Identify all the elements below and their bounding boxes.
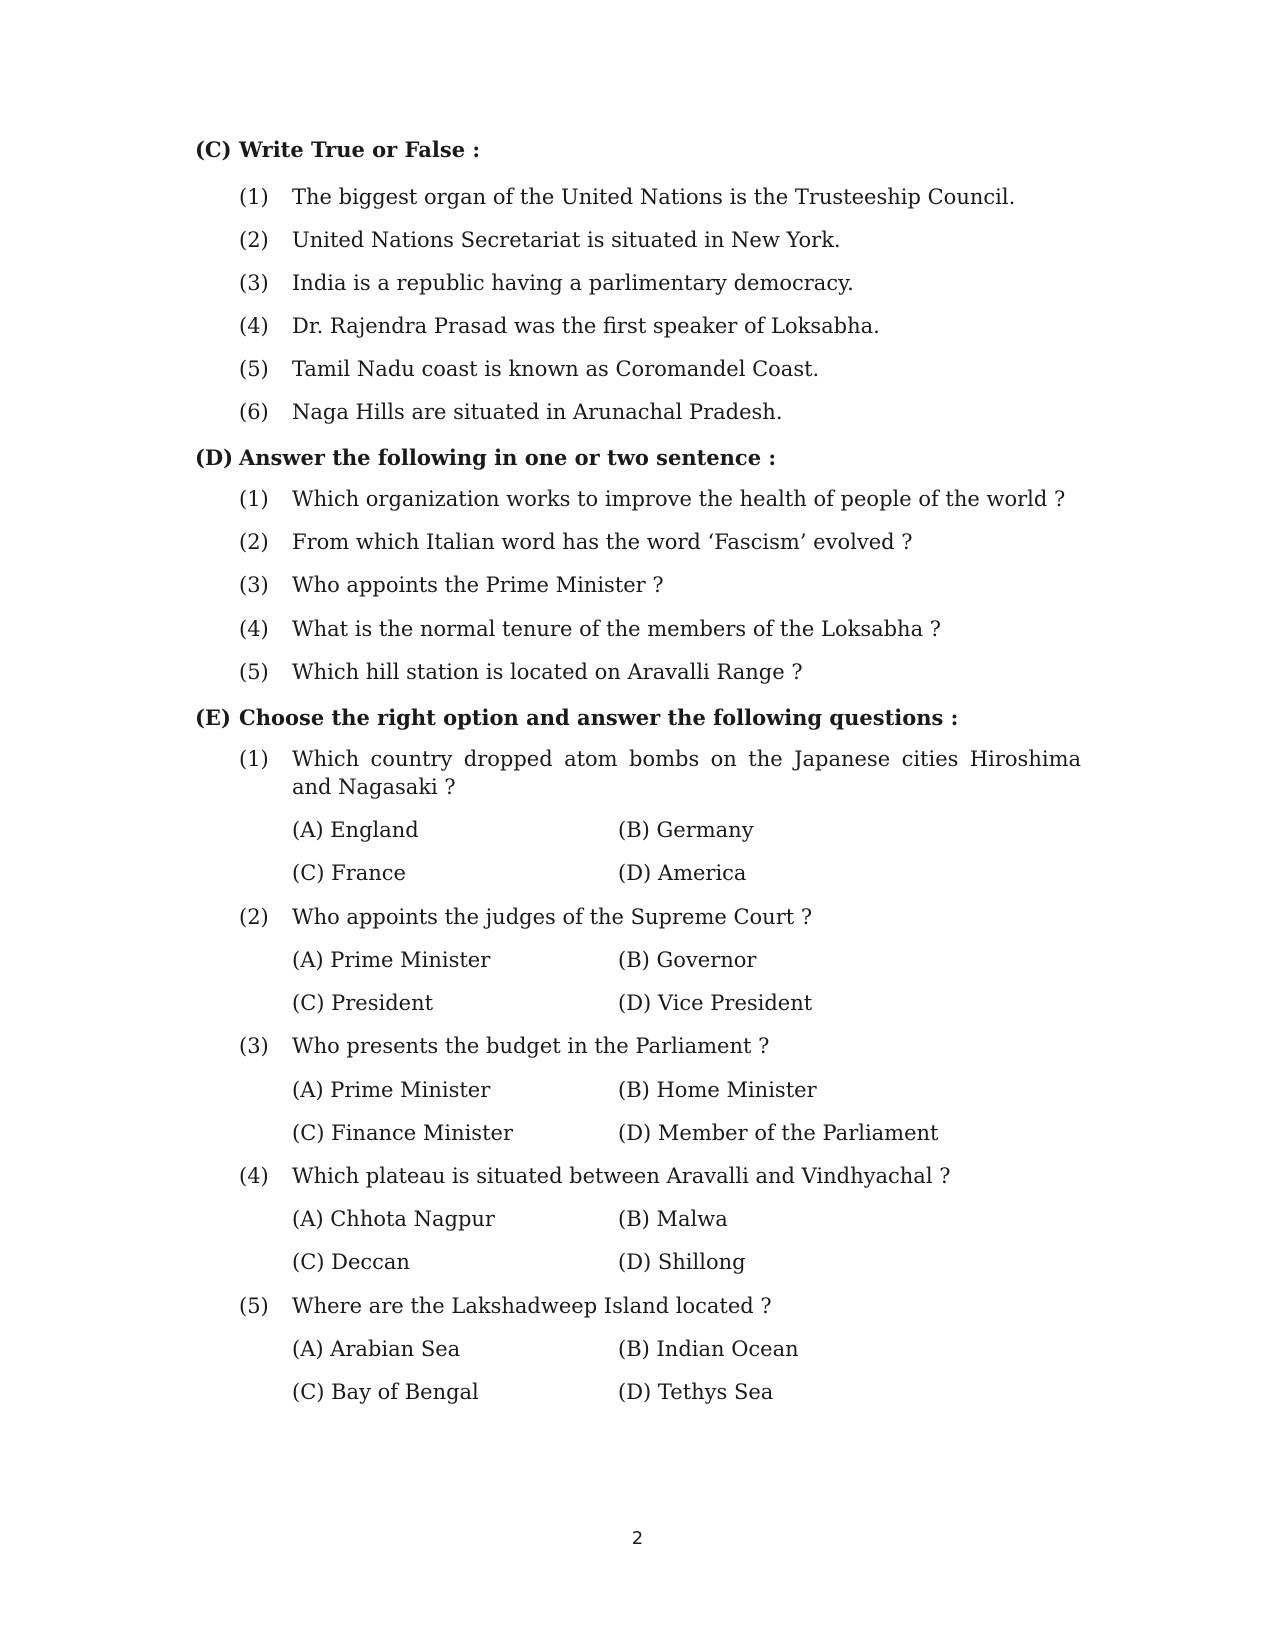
section-e-label: (E) — [195, 705, 231, 730]
section-c-heading — [195, 138, 480, 162]
option-d: (D) Member of the Parliament — [618, 1121, 939, 1145]
question-number: (5) — [239, 1294, 269, 1318]
question-text: Where are the Lakshadweep Island located ? — [292, 1294, 772, 1318]
question-number: (4) — [239, 1164, 269, 1188]
option-a: (A) Arabian Sea — [292, 1337, 461, 1361]
section-e-heading — [195, 706, 958, 730]
list-item — [239, 398, 783, 426]
item-text: From which Italian word has the word ‘Fascism’ evolved ? — [292, 530, 913, 554]
question-text: Who presents the budget in the Parliament ? — [292, 1034, 770, 1058]
option-b: (B) Indian Ocean — [618, 1337, 799, 1361]
question-number: (3) — [239, 1034, 269, 1058]
item-text: Naga Hills are situated in Arunachal Pradesh. — [292, 400, 783, 424]
option-c: (C) President — [292, 991, 434, 1015]
item-text: Who appoints the Prime Minister ? — [292, 573, 664, 597]
section-e-title: Choose the right option and answer the following questions : — [239, 705, 959, 730]
item-number: (2) — [239, 228, 269, 252]
section-d-title: Answer the following in one or two sentence : — [239, 445, 777, 470]
option-b: (B) Home Minister — [618, 1078, 817, 1102]
item-number: (2) — [239, 530, 269, 554]
option-a: (A) Chhota Nagpur — [292, 1207, 495, 1231]
option-b: (B) Germany — [618, 818, 754, 842]
option-c: (C) Bay of Bengal — [292, 1380, 479, 1404]
list-item — [239, 312, 880, 340]
item-number: (5) — [239, 660, 269, 684]
section-c-label: (C) — [195, 137, 232, 162]
option-c: (C) Deccan — [292, 1250, 410, 1274]
item-number: (1) — [239, 487, 269, 511]
list-item — [239, 571, 664, 599]
option-a: (A) England — [292, 818, 419, 842]
page-number: 2 — [631, 1528, 644, 1549]
item-text: Tamil Nadu coast is known as Coromandel Coast. — [292, 357, 820, 381]
item-text: Which organization works to improve the health of people of the world ? — [292, 487, 1066, 511]
question-number: (1) — [239, 747, 269, 771]
list-item — [239, 528, 913, 556]
question-text: Which country dropped atom bombs on the Japanese cities Hiroshima and Nagasaki ? — [292, 747, 1081, 799]
option-b: (B) Malwa — [618, 1207, 728, 1231]
item-text: United Nations Secretariat is situated in New York. — [292, 228, 841, 252]
list-item — [239, 269, 854, 297]
option-b: (B) Governor — [618, 948, 757, 972]
item-text: What is the normal tenure of the members of the Loksabha ? — [292, 617, 942, 641]
question-number: (2) — [239, 905, 269, 929]
list-item — [239, 355, 819, 383]
option-a: (A) Prime Minister — [292, 948, 491, 972]
option-d: (D) America — [618, 861, 747, 885]
item-text: The biggest organ of the United Nations is the Trusteeship Council. — [292, 185, 1016, 209]
item-text: Dr. Rajendra Prasad was the first speaker of Loksabha. — [292, 314, 880, 338]
item-number: (3) — [239, 271, 269, 295]
item-number: (3) — [239, 573, 269, 597]
option-c: (C) France — [292, 861, 406, 885]
section-d-heading — [195, 446, 776, 470]
option-a: (A) Prime Minister — [292, 1078, 491, 1102]
item-text: Which hill station is located on Aravalli Range ? — [292, 660, 803, 684]
item-number: (6) — [239, 400, 269, 424]
section-c-title: Write True or False : — [239, 137, 481, 162]
list-item — [239, 183, 1015, 211]
item-number: (4) — [239, 314, 269, 338]
question-text: Who appoints the judges of the Supreme Court ? — [292, 905, 813, 929]
item-number: (5) — [239, 357, 269, 381]
option-d: (D) Shillong — [618, 1250, 746, 1274]
section-d-label: (D) — [195, 445, 234, 470]
list-item — [239, 226, 841, 254]
option-c: (C) Finance Minister — [292, 1121, 513, 1145]
item-text: India is a republic having a parlimentary democracy. — [292, 271, 854, 295]
item-number: (4) — [239, 617, 269, 641]
list-item — [239, 485, 1065, 513]
option-d: (D) Vice President — [618, 991, 813, 1015]
item-number: (1) — [239, 185, 269, 209]
list-item — [239, 658, 803, 686]
question-text: Which plateau is situated between Aravalli and Vindhyachal ? — [292, 1164, 951, 1188]
list-item — [239, 615, 941, 643]
option-d: (D) Tethys Sea — [618, 1380, 774, 1404]
